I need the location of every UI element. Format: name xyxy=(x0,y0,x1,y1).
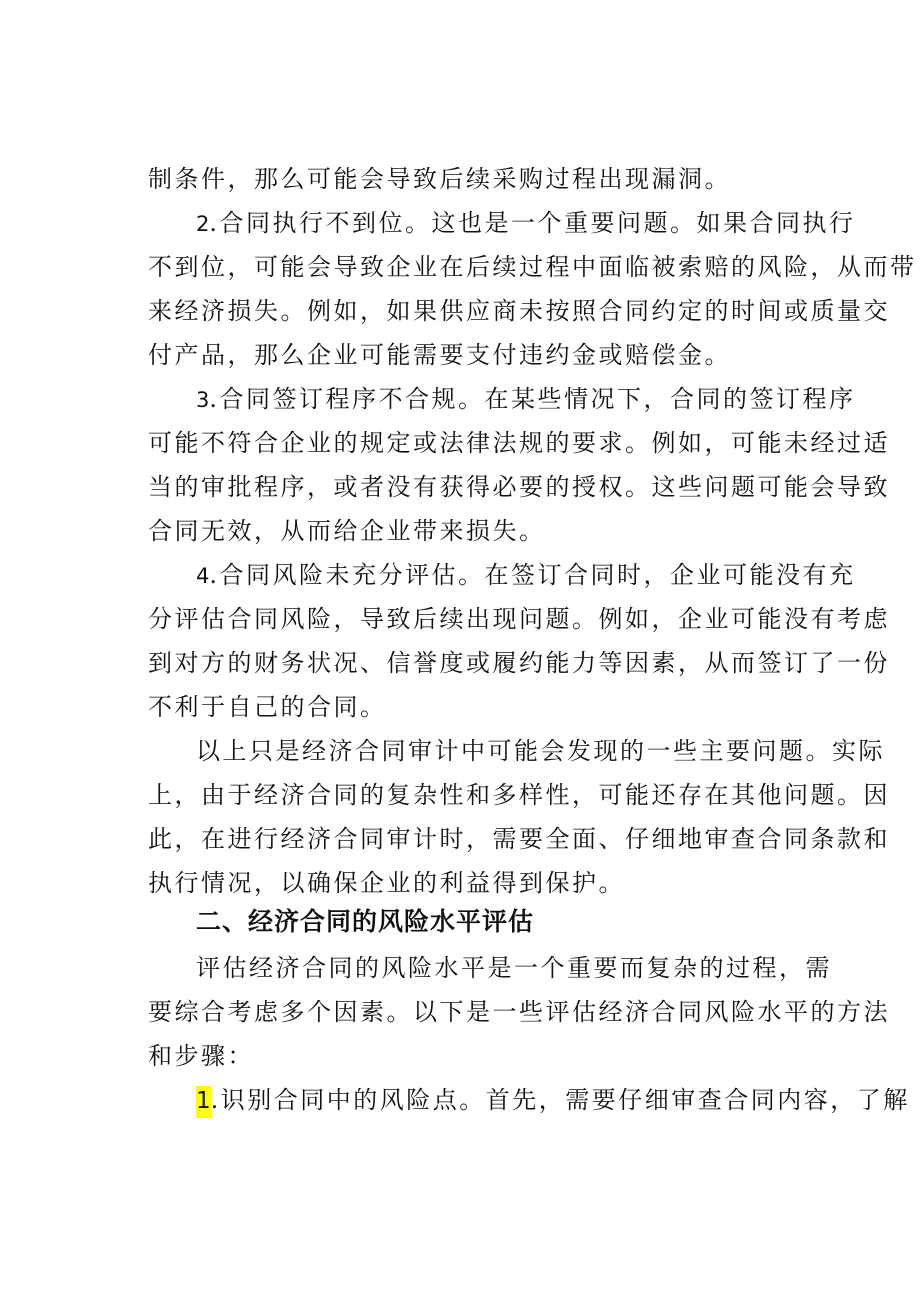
text-line: 付产品，那么企业可能需要支付违约金或赔偿金。 xyxy=(148,341,731,369)
text-line: 当的审批程序，或者没有获得必要的授权。这些问题可能会导致 xyxy=(148,473,890,501)
highlighted-number: 1 xyxy=(196,1086,211,1118)
text-line: 此，在进行经济合同审计时，需要全面、仔细地审查合同条款和 xyxy=(148,825,890,853)
text-line: 合同无效，从而给企业带来损失。 xyxy=(148,517,546,545)
text-line: 执行情况，以确保企业的利益得到保护。 xyxy=(148,869,625,897)
section-heading: 二、经济合同的风险水平评估 xyxy=(196,907,535,936)
text-line: 制条件，那么可能会导致后续采购过程出现漏洞。 xyxy=(148,165,731,193)
text-line: 不利于自己的合同。 xyxy=(148,693,387,721)
list-item-1-line xyxy=(196,1083,910,1117)
text-line: 到对方的财务状况、信誉度或履约能力等因素，从而签订了一份 xyxy=(148,649,890,677)
text-line: 要综合考虑多个因素。以下是一些评估经济合同风险水平的方法 xyxy=(148,998,890,1026)
list-item-4-line xyxy=(196,558,856,592)
text-line: 分评估合同风险，导致后续出现问题。例如，企业可能没有考虑 xyxy=(148,605,890,633)
list-number: 4 xyxy=(196,564,210,588)
text-span: .识别合同中的风险点。首先，需要仔细审查合同内容，了解 xyxy=(210,1086,910,1114)
text-span: .合同执行不到位。这也是一个重要问题。如果合同执行 xyxy=(209,209,856,237)
list-item-3-line xyxy=(196,382,856,416)
text-line: 以上只是经济合同审计中可能会发现的一些主要问题。实际 xyxy=(196,737,885,765)
text-span: .合同风险未充分评估。在签订合同时，企业可能没有充 xyxy=(209,561,856,589)
list-number: 3 xyxy=(196,388,210,412)
text-line: 上，由于经济合同的复杂性和多样性，可能还存在其他问题。因 xyxy=(148,781,890,809)
text-line: 评估经济合同的风险水平是一个重要而复杂的过程，需 xyxy=(196,954,832,982)
list-number: 2 xyxy=(196,212,210,236)
text-line: 不到位，可能会导致企业在后续过程中面临被索赔的风险，从而带 xyxy=(148,253,917,281)
text-line: 和步骤： xyxy=(148,1042,254,1070)
text-span: .合同签订程序不合规。在某些情况下，合同的签订程序 xyxy=(209,385,856,413)
list-item-2-line xyxy=(196,206,856,240)
text-line: 来经济损失。例如，如果供应商未按照合同约定的时间或质量交 xyxy=(148,297,890,325)
text-line: 可能不符合企业的规定或法律法规的要求。例如，可能未经过适 xyxy=(148,429,890,457)
